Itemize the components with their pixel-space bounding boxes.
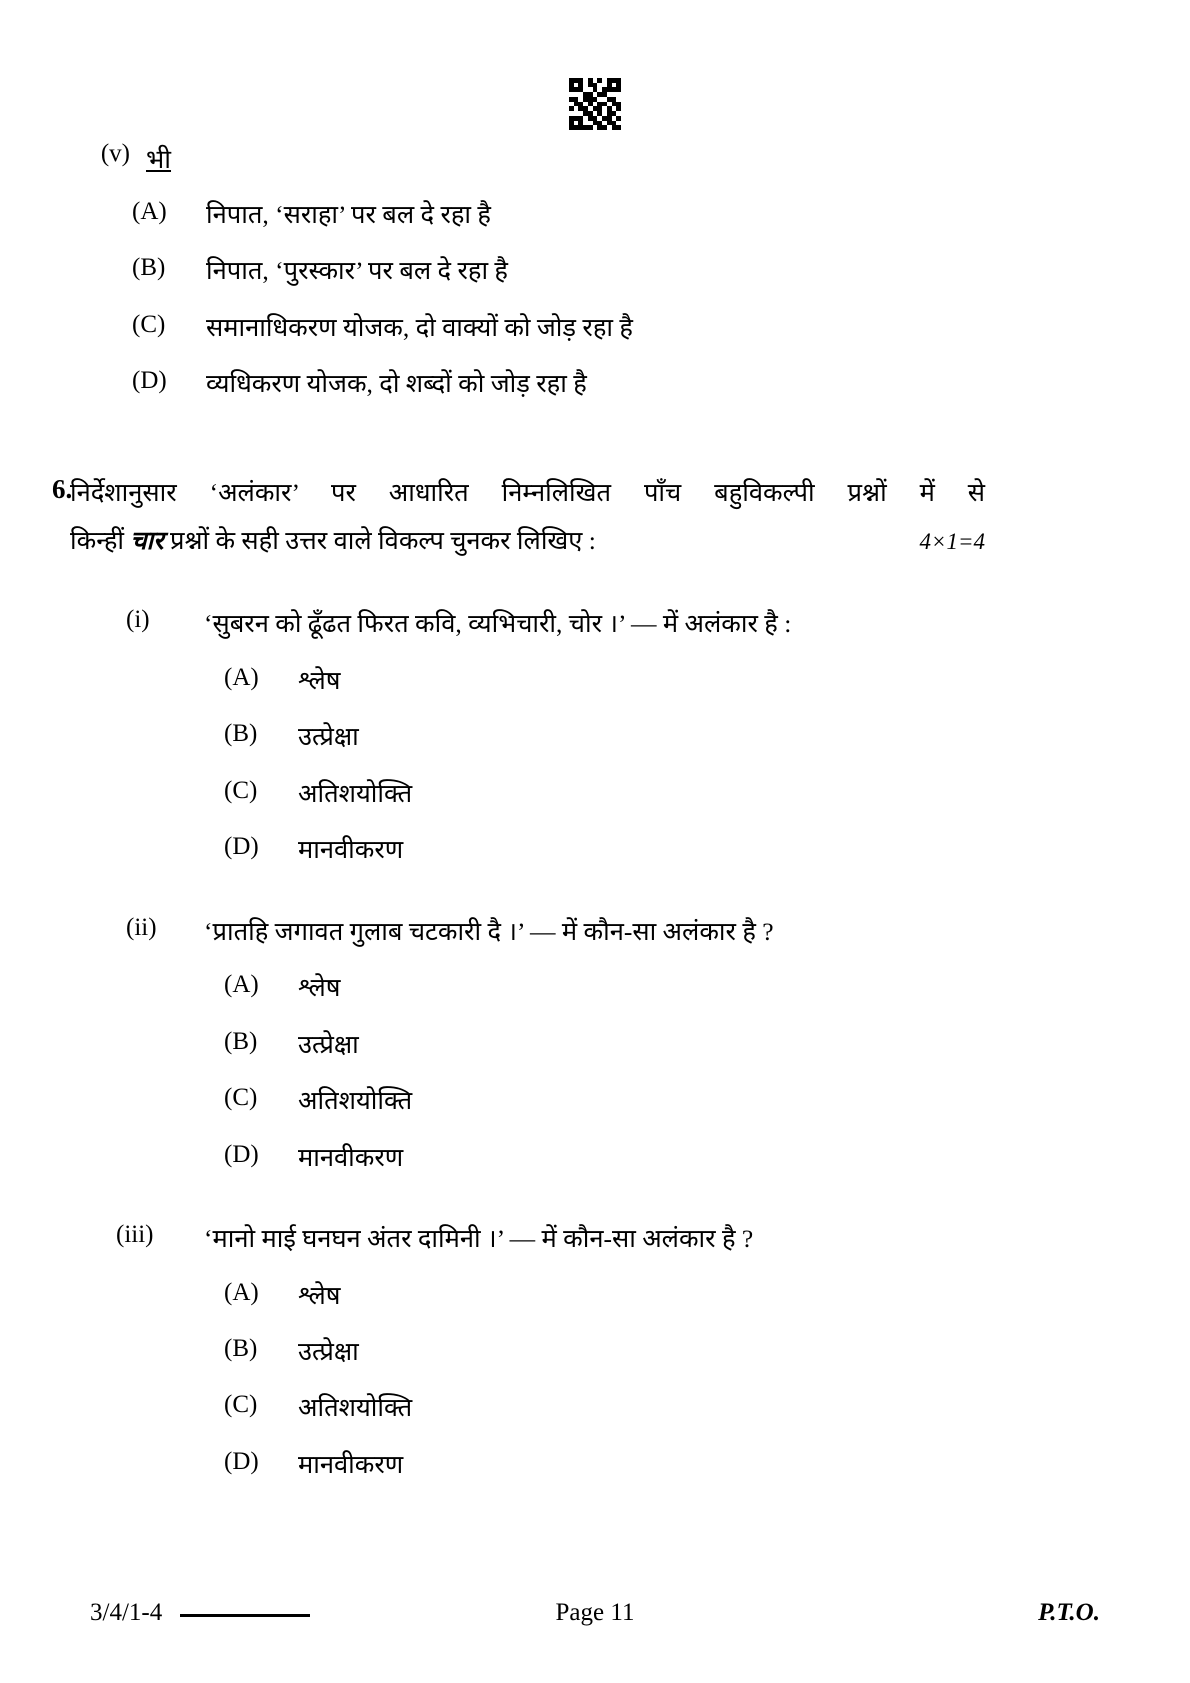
option-label: (A) [132,198,167,225]
option-text: समानाधिकरण योजक, दो वाक्यों को जोड़ रहा है [206,312,633,342]
option-text: अतिशयोक्ति [298,1393,413,1423]
option-row[interactable] [60,198,1190,232]
option-row[interactable] [60,367,1190,401]
question-6-line2 [70,522,985,560]
option-row[interactable] [60,254,1190,288]
sub-question-body [204,606,1000,867]
option-label: (B) [224,720,258,748]
option-text: मानवीकरण [298,1142,404,1172]
sub-question-text: ‘सुबरन को ढूँढत फिरत कवि, व्यभिचारी, चोर ।’ — में अलंकार है : [204,609,792,639]
sub-question-body [204,1221,1000,1482]
sub-question-iii [70,1221,1000,1482]
question-6-line2-after: प्रश्नों के सही उत्तर वाले विकल्प चुनकर लिखिए : [163,525,596,555]
option-row[interactable] [204,971,1000,1005]
sub-question-options [204,1279,1000,1483]
option-row[interactable] [204,1141,1000,1175]
option-text: अतिशयोक्ति [298,778,413,808]
option-label: (D) [132,367,167,395]
option-text: मानवीकरण [298,835,404,865]
option-label: (C) [224,776,258,804]
qr-code-container [0,78,1190,130]
option-label: (B) [132,254,166,282]
question-6-line2-before: किन्हीं [70,525,131,555]
option-text: उत्प्रेक्षा [298,1029,359,1059]
question-6-number: 6. [52,473,73,504]
option-text: उत्प्रेक्षा [298,722,359,752]
sub-question-text: ‘मानो माई घनघन अंतर दामिनी ।’ — में कौन-सा अलंकार है ? [204,1223,754,1253]
footer-divider-line [180,1614,310,1617]
option-text: व्यधिकरण योजक, दो शब्दों को जोड़ रहा है [206,369,587,399]
option-row[interactable] [204,720,1000,754]
option-text: श्लेष [298,665,341,695]
paper-code: 3/4/1-4 [90,1599,163,1626]
sub-question-ii [70,914,1000,1175]
option-row[interactable] [204,833,1000,867]
pto-label: P.T.O. [1038,1599,1100,1626]
option-text: उत्प्रेक्षा [298,1337,359,1367]
option-row[interactable] [204,1391,1000,1425]
option-row[interactable] [204,1084,1000,1118]
option-label: (D) [224,1140,259,1168]
option-row[interactable] [204,777,1000,811]
sub-question-options [204,664,1000,868]
option-text: श्लेष [298,973,341,1003]
question-6-marks: 4×1=4 [919,528,985,554]
sub-question-marker: (iii) [116,1220,154,1248]
option-text: मानवीकरण [298,1449,404,1479]
question-v-block [0,140,1190,402]
option-label: (B) [224,1335,258,1363]
sub-question-text: ‘प्रातहि जगावत गुलाब चटकारी दै ।’ — में कौन-सा अलंकार है ? [204,916,774,946]
option-row[interactable] [204,1028,1000,1062]
option-row[interactable] [204,1335,1000,1369]
question-6-line2-text [70,522,596,560]
question-v-marker: (v) [100,140,130,167]
question-6-line1: निर्देशानुसार ‘अलंकार’ पर आधारित निम्नलिखित पाँच बहुविकल्पी प्रश्नों में से [70,477,985,507]
footer-left [90,1599,310,1627]
option-label: (C) [224,1391,258,1419]
sub-question-options [204,971,1000,1175]
option-text: निपात, ‘सराहा’ पर बल दे रहा है [206,200,491,229]
option-label: (D) [224,1447,259,1475]
option-row[interactable] [60,311,1190,345]
option-label: (A) [224,663,259,691]
option-text: श्लेष [298,1280,341,1310]
option-label: (C) [224,1084,258,1112]
option-text: निपात, ‘पुरस्कार’ पर बल दे रहा है [206,256,508,286]
qr-code-icon [569,78,621,130]
option-row[interactable] [204,664,1000,698]
sub-question-marker: (i) [126,606,150,634]
option-text: अतिशयोक्ति [298,1086,413,1116]
option-label: (A) [224,1278,259,1306]
question-v-stem: भी [146,145,172,174]
page-footer [0,1599,1190,1639]
option-row[interactable] [204,1279,1000,1313]
option-row[interactable] [204,1448,1000,1482]
page-number: Page 11 [555,1599,635,1626]
option-label: (A) [224,971,259,999]
sub-question-marker: (ii) [126,913,157,941]
question-v-stem-row [60,140,1190,176]
page-content [0,140,1190,1482]
sub-question-i [70,606,1000,867]
question-6-body [70,474,1000,1483]
option-label: (B) [224,1027,258,1055]
option-label: (D) [224,833,259,861]
question-6-block [0,474,1190,1483]
option-label: (C) [132,310,166,338]
question-6-emphasis: चार [130,525,164,555]
sub-question-body [204,914,1000,1175]
